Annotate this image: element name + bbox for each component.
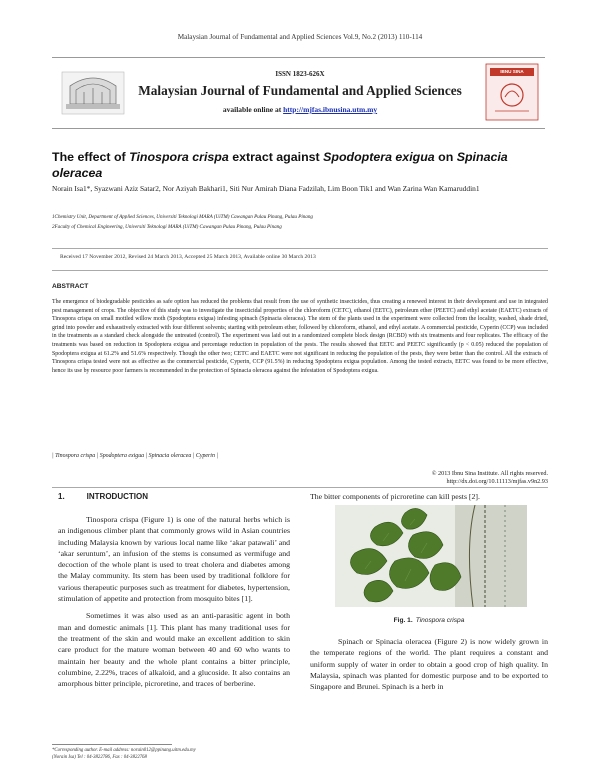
divider: [52, 270, 548, 271]
section-heading: [58, 492, 170, 501]
figure-1-photo: [335, 505, 527, 607]
divider: [52, 248, 548, 249]
title-species: Tinospora crispa: [129, 150, 229, 164]
section-number: 1.: [58, 492, 65, 501]
section-title: INTRODUCTION: [86, 492, 148, 501]
author-list: Norain Isa1*, Syazwani Aziz Satar2, Nor Aziyah Bakhari1, Siti Nur Amirah Diana Fadzilah, Lim Boon Tik1 and Wan Zarina Wan Kamaruddin1: [52, 184, 480, 193]
title-text: on: [438, 150, 454, 164]
abstract-text: The emergence of biodegradable pesticides as safe option has reduced the problems that result from the use of synthetic insecticides, thus creating a renewed interest in their development and use in integrated pest management of crops. The objective of this study was to investigate the insecticidal properties of the chloroform (CETC), ethanol (EETC), petroleum ether (PEETC) and ethyl acetate (EAETC) extracts of Tinospora crispa on small mottled willow moth (Spodoptera exigua) infesting spinach (Spinacia oleracea). The stem of the plants used in the experiment were collected from the locality, washed, shade dried, grind into powder and exhaustively extracted with four different solvents; starting with petroleum ether, followed by chloroform, ethanol, and ethyl acetate. A commercial pesticide, Cyperin (CCP) was included in the treatments as a standard check alongside the untreated (control). The experiment was laid out in a randomized complete block design (RCBD) with six treatments and four replicates. The efficacy of the treatments was based on reduction in Spodoptera exigua and percentage reduction in population of the pests. The results showed that EETC and PEETC significantly (p < 0.05) reduced the population of Spodoptera exigua at 61.2% and 51.6% respectively. Though the other two; CETC and EAETC were not significant in reducing the population of the pests, they were better than the control. All the extracts of Tinospora crispa tested were not as effective as the commercial pesticide, Cyperin, CCP (91.5%) in reducing Spodoptera exigua population. Among the tested extracts, EETC was found to be more effective, hence its use by resource poor farmers is recommended in the protection of Spinacia oleracea against the infestation of Spodoptera exigua.: [52, 299, 548, 374]
affiliation-2: 2Faculty of Chemical Engineering, Universiti Teknologi MARA (UiTM) Cawangan Pulau Pinang, Pulau Pinang: [52, 223, 282, 230]
figure-1-caption: [310, 617, 548, 624]
received-dates: Received 17 November 2012, Revised 24 March 2013, Accepted 25 March 2013, Available online 30 March 2013: [60, 254, 316, 260]
intro-paragraph-1: Tinospora crispa (Figure 1) is one of the natural herbs which is an indigenous climber plant that commonly grows wild in Asian countries including Malaysia known by various local name like ‘akar patawali’ and ‘akar seruntum’, an infusion of the stems is consumed as vermifuge and decoction of the whole plant is used to treat cholera and diabetes among the Malay community. Its stem has been used by traditional folklore for various therapeutic purposes such as treatment for diabetes, hypertension, stimulation of appetite and protection from mosquito bites [1].: [58, 515, 290, 604]
title-text: The effect of: [52, 150, 126, 164]
title-species: Spinacia oleracea: [52, 150, 508, 180]
running-head: Malaysian Journal of Fundamental and Applied Sciences Vol.9, No.2 (2013) 110-114: [177, 33, 423, 41]
copyright-line: © 2013 Ibnu Sina Institute. All rights reserved.: [431, 470, 548, 477]
available-prefix: available online at: [222, 105, 282, 114]
affiliation-1: 1Chemistry Unit, Department of Applied Sciences, Universiti Teknologi MARA (UiTM) Cawangan Pulau Pinang, Pulau Pinang: [52, 214, 313, 220]
figure-label: Fig. 1.: [393, 617, 413, 624]
intro-column-left: [58, 514, 290, 695]
corresponding-author-footnote: [52, 747, 352, 761]
doi-link[interactable]: http://dx.doi.org/10.11113/mjfas.v9n2.93: [446, 478, 548, 485]
issn: ISSN 1823-626X: [275, 70, 325, 78]
journal-url-link[interactable]: http://mjfas.ibnusina.utm.my: [283, 105, 378, 114]
journal-title: Malaysian Journal of Fundamental and Applied Sciences: [138, 83, 462, 98]
spinach-paragraph: Spinach or Spinacia oleracea (Figure 2) is now widely grown in the temperate regions of the world. The plant requires a constant and uniform supply of water in order to obtain a good crop of high quality. In Malaysia, spinach was planted for domestic purpose and to be exported to Singapore and Brunei. Spinach is a herb in: [310, 637, 548, 692]
divider: [52, 487, 548, 488]
affiliations: [52, 213, 548, 232]
title-text: extract against: [232, 150, 320, 164]
right-column-text: [310, 636, 548, 692]
footnote-line: (Norain Isa) Tel : 04-3822786, Fax : 04-3822768: [52, 755, 147, 760]
paper-title: [52, 149, 552, 181]
ibnu-sina-logo: [485, 63, 539, 121]
footnote-line: *Corresponding author. E-mail address: norain012@ppinang.uitm.edu.my: [52, 748, 196, 753]
abstract-heading: ABSTRACT: [52, 283, 89, 290]
copyright: [300, 470, 548, 486]
title-species: Spodoptera exigua: [323, 150, 435, 164]
right-column-top-text: The bitter components of picroretine can kill pests [2].: [310, 492, 480, 501]
figure-caption-text: Tinospora crispa: [415, 617, 465, 624]
keywords: | Tinospora crispa | Spodoptera exigua | Spinacia oleracea | Cyperin |: [52, 453, 218, 459]
footnote-divider: [52, 744, 172, 745]
logo-text: IBNU SINA: [500, 69, 524, 74]
intro-paragraph-2: Sometimes it was also used as an anti-parasitic agent in both man and domestic animals [1]. This plant has many traditional uses for the treatment of the skin and would make an excellent addition to skin care product for the mature woman between 40 and 60 who wants to maintain her beauty and the whole plant contains a bitter principle, columbine, 2.22%, traces of alkaloid, and a glucoside. It also contains an amorphous bitter principle, picroretine, and traces of berberine.: [58, 611, 290, 689]
